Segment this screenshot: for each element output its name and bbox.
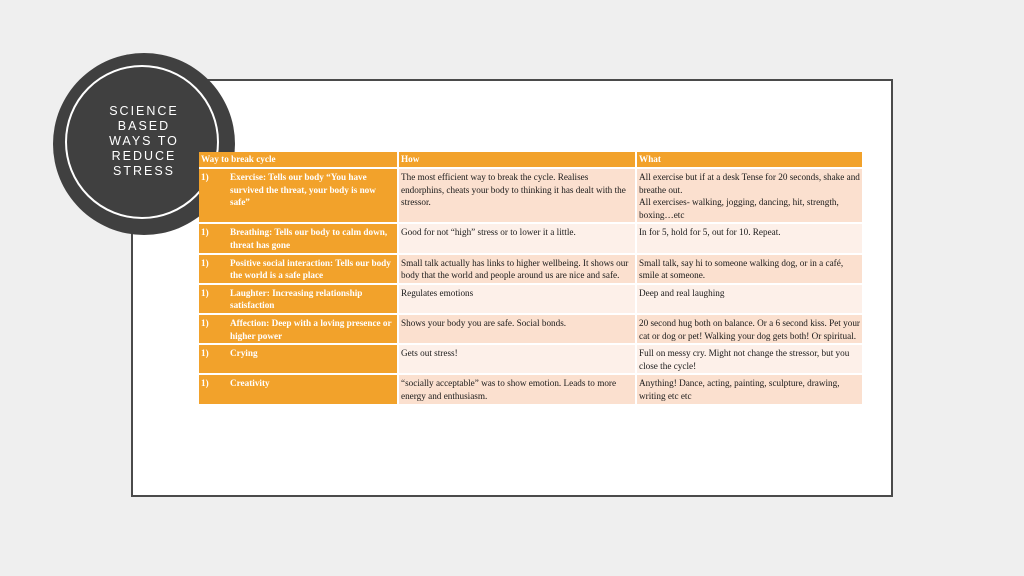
stress-cycle-table (199, 152, 864, 406)
table-row (199, 168, 863, 223)
what-cell: All exercise but if at a desk Tense for 20 seconds, shake and breathe out. All exercises- walking, jogging, dancing, hit, strength, boxing…etc (636, 168, 863, 223)
way-cell (199, 284, 398, 314)
header-what: What (636, 152, 863, 168)
row-number: 1) (201, 287, 209, 298)
way-text: Creativity (230, 378, 270, 389)
row-number: 1) (201, 378, 209, 389)
way-text: Affection: Deep with a loving presence or higher power (230, 317, 392, 341)
way-cell (199, 254, 398, 284)
row-number: 1) (201, 257, 209, 268)
how-cell: The most efficient way to break the cycle. Realises endorphins, cheats your body to thinking it has dealt with the stressor. (398, 168, 636, 223)
table-row (199, 284, 863, 314)
what-cell: Small talk, say hi to someone walking dog, or in a café, smile at someone. (636, 254, 863, 284)
way-text: Positive social interaction: Tells our body the world is a safe place (230, 257, 391, 281)
what-cell: Full on messy cry. Might not change the stressor, but you close the cycle! (636, 344, 863, 374)
way-cell (199, 344, 398, 374)
table-row (199, 344, 863, 374)
what-cell: Deep and real laughing (636, 284, 863, 314)
header-how: How (398, 152, 636, 168)
what-cell: 20 second hug both on balance. Or a 6 second kiss. Pet your cat or dog or pet! Walking your dog gets both! Or spiritual. (636, 314, 863, 344)
how-cell: Small talk actually has links to higher wellbeing. It shows our body that the world and people around us are nice and safe. (398, 254, 636, 284)
row-number: 1) (201, 172, 209, 182)
way-text: Exercise: Tells our body “You have survived the threat, your body is now safe” (230, 172, 376, 208)
way-cell (199, 223, 398, 253)
table-row (199, 314, 863, 344)
table-row (199, 223, 863, 253)
way-text: Breathing: Tells our body to calm down, threat has gone (230, 227, 388, 250)
how-cell: Gets out stress! (398, 344, 636, 374)
how-cell: Good for not “high” stress or to lower it a little. (398, 223, 636, 253)
what-cell: In for 5, hold for 5, out for 10. Repeat. (636, 223, 863, 253)
what-cell: Anything! Dance, acting, painting, sculpture, drawing, writing etc etc (636, 374, 863, 404)
table-header-row (199, 152, 863, 168)
table-row (199, 254, 863, 284)
row-number: 1) (201, 317, 209, 328)
how-cell: Shows your body you are safe. Social bonds. (398, 314, 636, 344)
way-cell (199, 314, 398, 344)
how-cell: “socially acceptable” was to show emotion. Leads to more energy and enthusiasm. (398, 374, 636, 404)
table-row (199, 374, 863, 404)
how-cell: Regulates emotions (398, 284, 636, 314)
row-number: 1) (201, 348, 209, 359)
slide-title: SCIENCE BASED WAYS TO REDUCE STRESS (109, 104, 179, 178)
row-number: 1) (201, 227, 209, 238)
way-cell (199, 374, 398, 404)
way-text: Laughter: Increasing relationship satisfaction (230, 287, 363, 311)
header-way: Way to break cycle (199, 152, 398, 168)
way-text: Crying (230, 348, 258, 359)
way-cell (199, 168, 398, 223)
